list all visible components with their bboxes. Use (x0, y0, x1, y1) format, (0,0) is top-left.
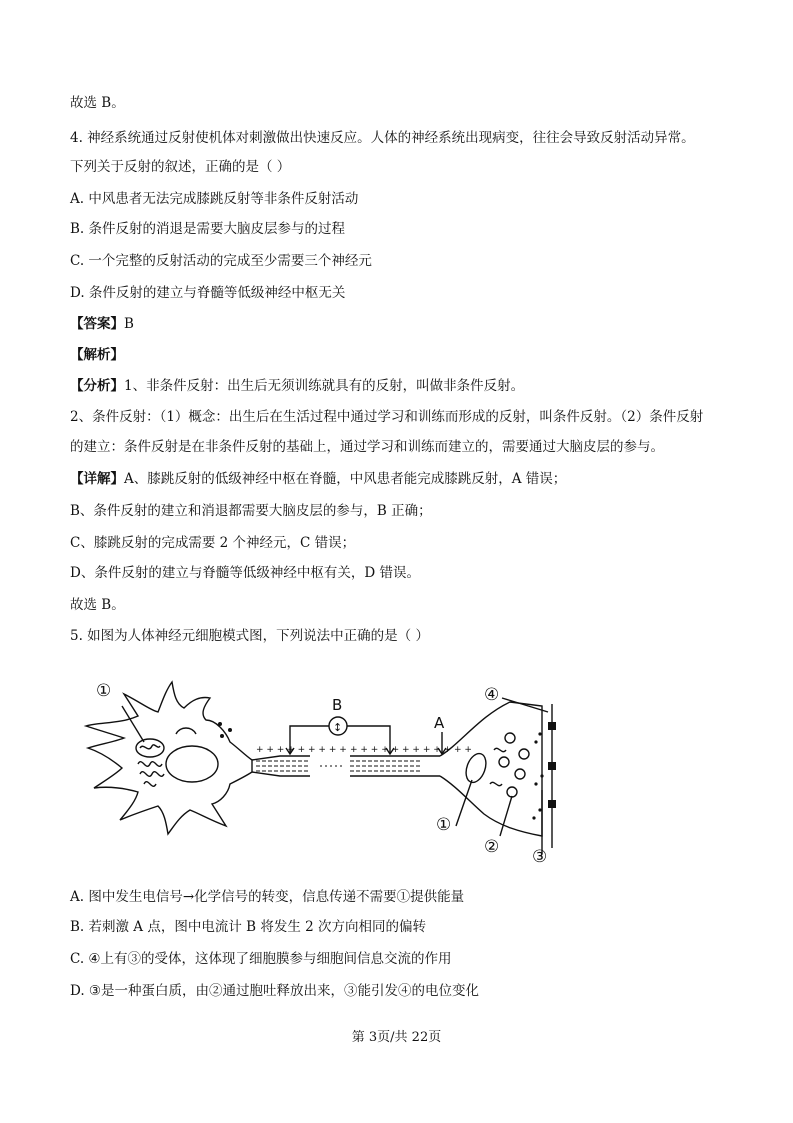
q4-option-a: A. 中风患者无法完成膝跳反射等非条件反射活动 (70, 191, 359, 207)
nucleus (166, 746, 218, 782)
xiangjie-tag: 【详解】 (70, 471, 124, 487)
q4-stem-line2: 下列关于反射的叙述，正确的是（ ） (70, 159, 291, 175)
label-circle-1-top: ① (96, 681, 112, 701)
answer-tag: 【答案】 (70, 316, 124, 332)
mitochondrion-terminal (462, 751, 489, 785)
svg-text:+ + + + + + + + +: + + + + + + + + + (256, 745, 347, 755)
fenxi-text1: 1、非条件反射：出生后无须训练就具有的反射，叫做非条件反射。 (124, 378, 525, 394)
q5-option-c: C. ④上有③的受体，这体现了细胞膜参与细胞间信息交流的作用 (70, 951, 452, 967)
xiangjie-line3: C、膝跳反射的完成需要 2 个神经元，C 错误； (70, 535, 356, 551)
xiangjie-text1: A、膝跳反射的低级神经中枢在脊髓，中风患者能完成膝跳反射，A 错误； (124, 471, 567, 487)
previous-conclusion: 故选 B。 (70, 95, 125, 111)
answer-value: B (124, 316, 134, 332)
q4-option-b: B. 条件反射的消退是需要大脑皮层参与的过程 (70, 221, 346, 237)
q4-stem-line1: 4. 神经系统通过反射使机体对刺激做出快速反应。人体的神经系统出现病变，往往会导致反射活动异常。 (70, 130, 695, 146)
label-circle-3: ③ (532, 847, 548, 866)
q4-option-d: D. 条件反射的建立与脊髓等低级神经中枢无关 (70, 285, 346, 301)
label-circle-4: ④ (484, 685, 500, 705)
label-b: B (332, 696, 343, 714)
svg-text:+ + + + + + + + + + + +: + + + + + + + + + + + + (350, 745, 472, 755)
axon-terminal (440, 702, 542, 836)
galvanometer-arrow-icon: ↕ (333, 721, 343, 734)
fenxi-tag: 【分析】 (70, 378, 124, 394)
q4-conclusion: 故选 B。 (70, 597, 125, 613)
label-a: A (434, 714, 445, 732)
analysis-tag: 【解析】 (70, 347, 124, 363)
label-circle-1-terminal: ① (436, 815, 452, 835)
xiangjie-line4: D、条件反射的建立与脊髓等低级神经中枢有关，D 错误。 (70, 565, 420, 581)
q5-option-d: D. ③是一种蛋白质，由②通过胞吐释放出来，③能引发④的电位变化 (70, 983, 480, 999)
fenxi-line1 (70, 377, 524, 395)
q4-answer (70, 315, 134, 333)
label-circle-2: ② (484, 837, 500, 857)
fenxi-line2: 2、条件反射：（1）概念：出生后在生活过程中通过学习和训练而形成的反射，叫条件反射。（2）条件反射 (70, 409, 704, 425)
q5-stem: 5. 如图为人体神经元细胞模式图，下列说法中正确的是（ ） (70, 628, 429, 644)
xiangjie-line2: B、条件反射的建立和消退都需要大脑皮层的参与，B 正确； (70, 503, 432, 519)
q5-option-b: B. 若刺激 A 点，图中电流计 B 将发生 2 次方向相同的偏转 (70, 919, 427, 935)
axon-lower (252, 772, 310, 776)
q4-option-c: C. 一个完整的反射活动的完成至少需要三个神经元 (70, 253, 372, 269)
fenxi-line3: 的建立：条件反射是在非条件反射的基础上，通过学习和训练而建立的，需要通过大脑皮层的参与。 (70, 439, 664, 455)
xiangjie-line1 (70, 470, 566, 488)
cell-body-outline (86, 682, 252, 834)
page-footer: 第 3页/共 22页 (351, 1030, 442, 1045)
neuron-diagram (80, 676, 570, 866)
q5-option-a: A. 图中发生电信号→化学信号的转变，信息传递不需要①提供能量 (70, 889, 465, 905)
axon-upper (252, 756, 310, 760)
